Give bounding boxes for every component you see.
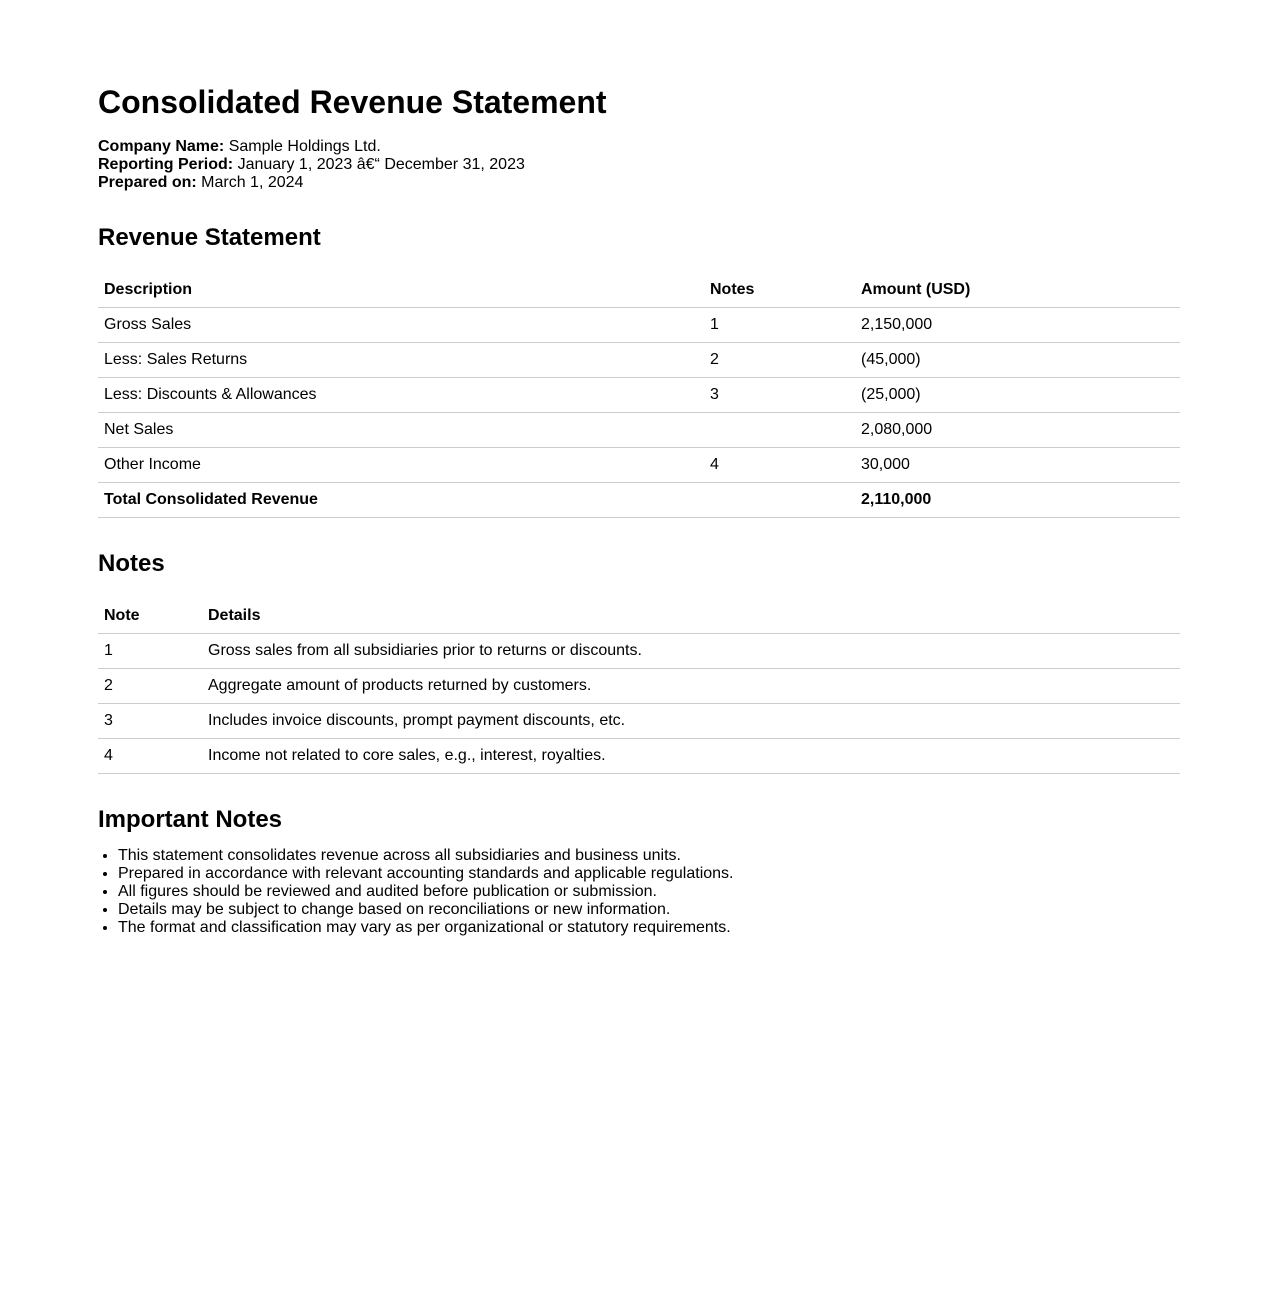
list-item: • This statement consolidates revenue across all subsidiaries and business units.: [118, 847, 1180, 865]
table-row: [98, 739, 1180, 774]
notes-heading: Notes: [98, 550, 165, 577]
header-description: Description: [98, 273, 704, 308]
row-amount: 2,150,000: [855, 308, 1180, 343]
row-description: Other Income: [98, 448, 704, 483]
row-note: 2: [704, 343, 855, 378]
table-row: [98, 704, 1180, 739]
list-item: • Prepared in accordance with relevant accounting standards and applicable regulations.: [118, 865, 1180, 883]
note-number: 1: [98, 634, 202, 669]
header-note: Note: [98, 599, 202, 634]
important-notes-heading: Important Notes: [98, 806, 283, 833]
row-description: Less: Discounts & Allowances: [98, 378, 704, 413]
row-note: 1: [704, 308, 855, 343]
row-amount: (25,000): [855, 378, 1180, 413]
prepared-label: Prepared on:: [98, 174, 197, 191]
company-value: Sample Holdings Ltd.: [228, 138, 381, 155]
list-item: • Details may be subject to change based on reconciliations or new information.: [118, 901, 1180, 919]
row-amount: 30,000: [855, 448, 1180, 483]
note-details: Income not related to core sales, e.g., interest, royalties.: [202, 739, 1180, 774]
table-row: [98, 308, 1180, 343]
revenue-header-row: [98, 273, 1180, 308]
note-number: 3: [98, 704, 202, 739]
note-details: Includes invoice discounts, prompt payment discounts, etc.: [202, 704, 1180, 739]
page-title: Consolidated Revenue Statement: [98, 84, 607, 120]
table-row: [98, 448, 1180, 483]
row-description: Net Sales: [98, 413, 704, 448]
period-value: January 1, 2023 â€“ December 31, 2023: [237, 156, 525, 173]
period-line: [98, 156, 1180, 174]
note-details: Gross sales from all subsidiaries prior to returns or discounts.: [202, 634, 1180, 669]
table-row: [98, 343, 1180, 378]
table-row: [98, 634, 1180, 669]
prepared-line: [98, 174, 1180, 192]
row-note: 4: [704, 448, 855, 483]
header-notes: Notes: [704, 273, 855, 308]
notes-header-row: [98, 599, 1180, 634]
total-note: [704, 483, 855, 518]
total-row: [98, 483, 1180, 518]
total-amount: 2,110,000: [855, 483, 1180, 518]
company-label: Company Name:: [98, 138, 225, 155]
prepared-value: March 1, 2024: [201, 174, 304, 191]
row-note: 3: [704, 378, 855, 413]
document-meta: [98, 138, 1180, 192]
row-amount: 2,080,000: [855, 413, 1180, 448]
header-amount: Amount (USD): [855, 273, 1180, 308]
company-line: [98, 138, 1180, 156]
note-details: Aggregate amount of products returned by customers.: [202, 669, 1180, 704]
note-number: 2: [98, 669, 202, 704]
row-amount: (45,000): [855, 343, 1180, 378]
table-row: [98, 378, 1180, 413]
header-details: Details: [202, 599, 1180, 634]
total-description: Total Consolidated Revenue: [98, 483, 704, 518]
list-item: • The format and classification may vary as per organizational or statutory requirements.: [118, 919, 1180, 937]
period-label: Reporting Period:: [98, 156, 234, 173]
row-description: Less: Sales Returns: [98, 343, 704, 378]
table-row: [98, 669, 1180, 704]
list-item: • All figures should be reviewed and audited before publication or submission.: [118, 883, 1180, 901]
revenue-heading: Revenue Statement: [98, 224, 321, 251]
row-note: [704, 413, 855, 448]
row-description: Gross Sales: [98, 308, 704, 343]
important-notes-list: [98, 847, 1180, 937]
note-number: 4: [98, 739, 202, 774]
table-row: [98, 413, 1180, 448]
revenue-table: [98, 273, 1180, 518]
notes-table: [98, 599, 1180, 774]
